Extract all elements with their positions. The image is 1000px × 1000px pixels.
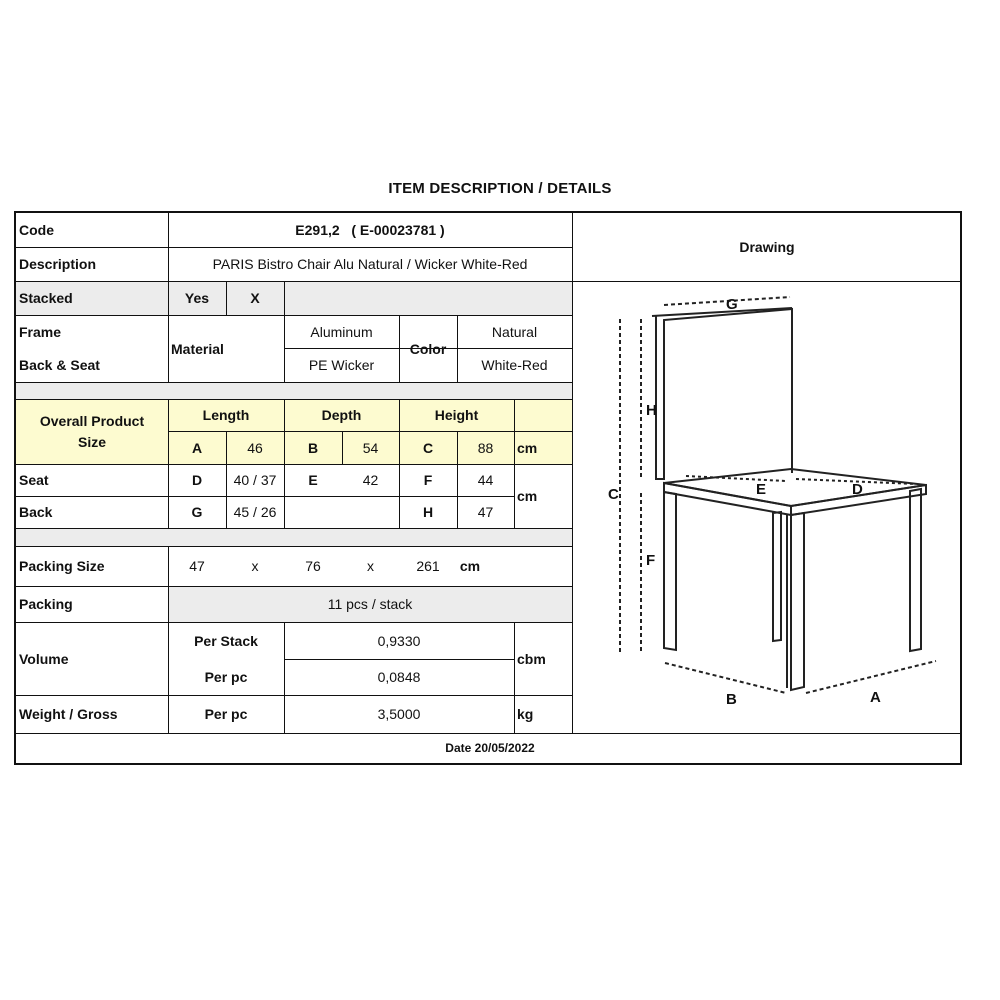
value-d: 40 / 37 — [233, 472, 277, 488]
description-label: Description — [19, 256, 97, 272]
stacked-yes: Yes — [184, 290, 210, 306]
packing-size-d: 76 — [305, 558, 321, 574]
weight-value: 3,5000 — [377, 706, 421, 722]
back-leg-mid — [773, 512, 781, 641]
packing-size-unit: cm — [459, 558, 481, 574]
volume-unit: cbm — [517, 650, 546, 667]
per-stack-value: 0,9330 — [377, 632, 421, 649]
dim-label-d: D — [852, 481, 863, 498]
spacer-row-2 — [16, 528, 572, 546]
value-b: 54 — [362, 439, 379, 456]
back-label: Back — [19, 504, 53, 520]
seat-label: Seat — [19, 472, 49, 488]
back-seat-color: White-Red — [481, 357, 548, 373]
key-e: E — [308, 472, 318, 488]
packing-size-w: 47 — [189, 558, 205, 574]
code-label: Code — [19, 222, 54, 238]
key-a: A — [191, 439, 203, 456]
value-e: 42 — [362, 472, 379, 488]
key-g: G — [191, 504, 203, 520]
key-f: F — [423, 472, 433, 488]
packing-label: Packing — [19, 596, 73, 612]
frame-color: Natural — [491, 323, 538, 340]
value-h: 47 — [477, 504, 494, 520]
overall-size-label — [16, 399, 168, 464]
back-seat-label: Back & Seat — [19, 357, 100, 373]
packing-size-h: 261 — [416, 558, 440, 574]
frame-label: Frame — [19, 323, 62, 340]
dim-label-e: E — [756, 481, 767, 498]
stacked-label: Stacked — [19, 290, 73, 306]
packing-size-label: Packing Size — [19, 558, 105, 574]
dim-label-c: C — [608, 486, 619, 503]
height-header: Height — [434, 407, 479, 423]
key-h: H — [422, 504, 434, 520]
packing-value: 11 pcs / stack — [327, 596, 413, 612]
front-leg-center — [791, 513, 804, 690]
dim-label-g: G — [726, 296, 738, 313]
color-label: Color — [409, 340, 447, 357]
date-footer: Date 20/05/2022 — [445, 741, 535, 755]
value-f: 44 — [477, 472, 494, 488]
key-b: B — [307, 439, 319, 456]
per-pc-volume-label: Per pc — [204, 669, 248, 685]
overall-size-label-line2: Size — [77, 433, 106, 450]
front-leg-left — [664, 492, 676, 650]
value-g: 45 / 26 — [233, 504, 277, 520]
chair-drawing — [586, 283, 962, 733]
length-header: Length — [202, 407, 250, 423]
stacked-mark: X — [250, 290, 260, 306]
weight-label: Weight / Gross — [19, 706, 118, 722]
document-title: ITEM DESCRIPTION / DETAILS — [388, 180, 612, 197]
dim-label-h: H — [646, 402, 657, 419]
backrest-outline — [656, 309, 792, 479]
frame-material: Aluminum — [310, 323, 373, 340]
value-c: 88 — [477, 439, 494, 456]
dim-label-f: F — [646, 552, 656, 569]
value-a: 46 — [247, 439, 263, 456]
key-d: D — [191, 472, 203, 488]
back-leg-right — [910, 489, 921, 651]
material-label: Material — [171, 340, 224, 357]
description-value: PARIS Bistro Chair Alu Natural / Wicker White-Red — [212, 256, 528, 272]
seat-back-unit: cm — [517, 488, 538, 504]
depth-header: Depth — [321, 407, 362, 423]
code-value: E291,2 ( E-00023781 ) — [295, 222, 445, 238]
weight-unit: kg — [517, 706, 534, 722]
packing-size-x1: x — [251, 558, 259, 574]
overall-size-label-line1: Overall Product — [39, 412, 145, 429]
per-pc-volume-value: 0,0848 — [377, 669, 421, 685]
volume-label: Volume — [19, 650, 69, 667]
seat-front — [664, 483, 791, 515]
per-stack-label: Per Stack — [194, 632, 258, 649]
dim-label-b: B — [726, 691, 737, 708]
packing-size-x2: x — [367, 558, 374, 574]
size-unit: cm — [517, 439, 538, 456]
spacer-row-1 — [16, 382, 572, 399]
spec-sheet — [14, 211, 962, 765]
key-c: C — [422, 439, 434, 456]
per-pc-weight-label: Per pc — [204, 706, 248, 722]
back-seat-material: PE Wicker — [308, 357, 375, 373]
dim-label-a: A — [870, 689, 881, 706]
drawing-header: Drawing — [739, 239, 795, 255]
